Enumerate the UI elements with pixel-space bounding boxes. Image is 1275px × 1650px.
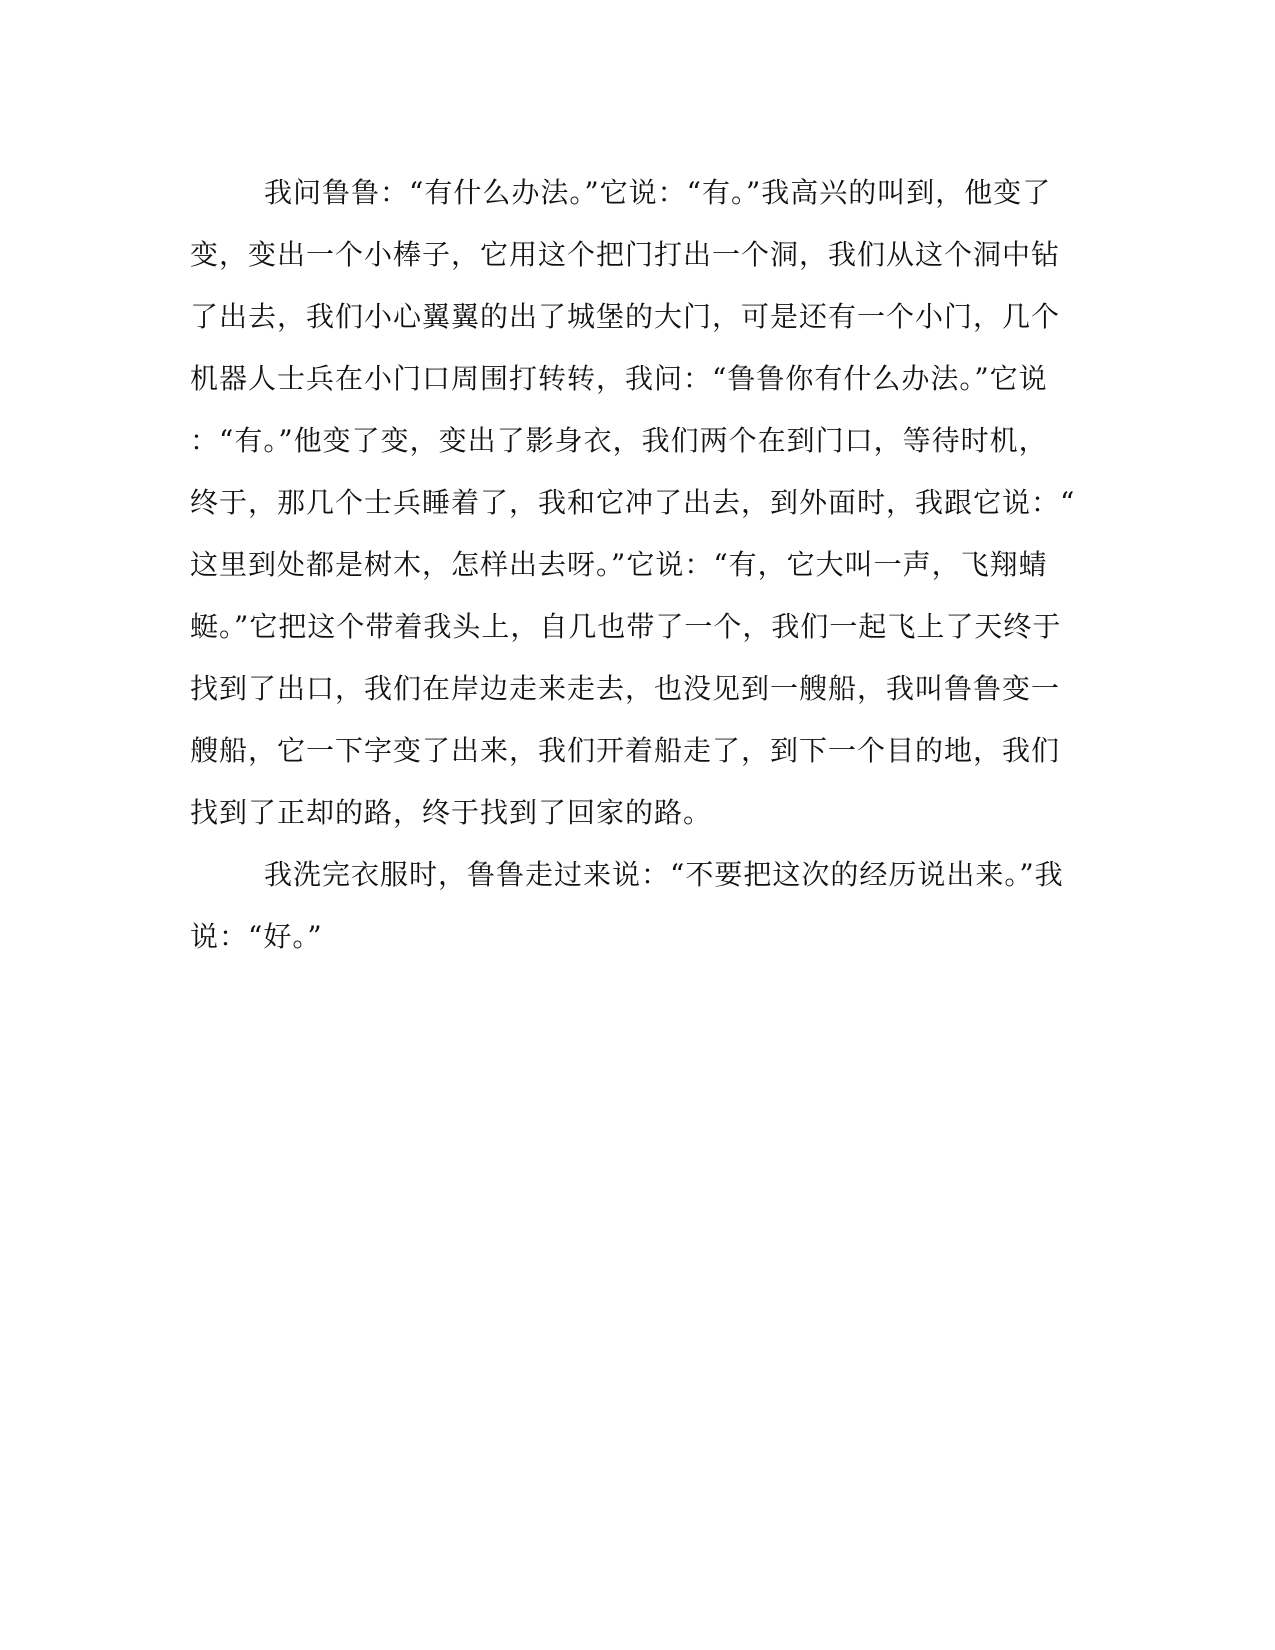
text-line-7: 这里到处都是树木，怎样出去呀。”它说：“有，它大叫一声，飞翔蜻 bbox=[190, 548, 1048, 581]
text-line-11: 找到了正却的路，终于找到了回家的路。 bbox=[190, 796, 713, 829]
text-line-4: 机器人士兵在小门口周围打转转，我问：“鲁鲁你有什么办法。”它说 bbox=[190, 362, 1048, 395]
text-line-3: 了出去，我们小心翼翼的出了城堡的大门，可是还有一个小门，几个 bbox=[190, 300, 1061, 333]
text-line-1: 我问鲁鲁：“有什么办法。”它说：“有。”我高兴的叫到，他变了 bbox=[264, 176, 1052, 209]
text-line-13: 说：“好。” bbox=[190, 920, 323, 953]
document-body bbox=[190, 162, 1076, 968]
text-line-2: 变，变出一个小棒子，它用这个把门打出一个洞，我们从这个洞中钻 bbox=[190, 238, 1061, 271]
text-line-12: 我洗完衣服时，鲁鲁走过来说：“不要把这次的经历说出来。”我 bbox=[264, 858, 1064, 891]
text-line-5: ：“有。”他变了变，变出了影身衣，我们两个在到门口，等待时机， bbox=[190, 424, 1048, 457]
text-line-9: 找到了出口，我们在岸边走来走去，也没见到一艘船，我叫鲁鲁变一 bbox=[190, 672, 1061, 705]
text-line-10: 艘船，它一下字变了出来，我们开着船走了，到下一个目的地，我们 bbox=[190, 734, 1061, 767]
text-line-8: 蜓。”它把这个带着我头上，自几也带了一个，我们一起飞上了天终于 bbox=[190, 610, 1062, 643]
text-line-6: 终于，那几个士兵睡着了，我和它冲了出去，到外面时，我跟它说：“ bbox=[190, 486, 1076, 519]
